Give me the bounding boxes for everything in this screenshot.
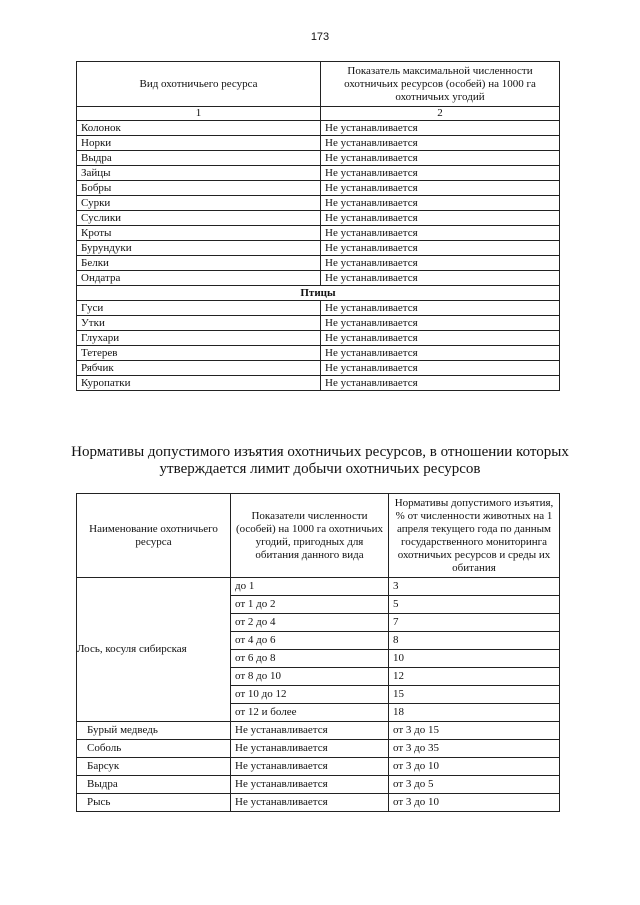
column-number: 2 [321,107,560,121]
harvest-norm: 12 [389,668,560,686]
max-density-value: Не устанавливается [321,271,560,286]
table-row [77,211,560,226]
harvest-norm: 10 [389,650,560,668]
table-row [77,776,560,794]
max-density-value: Не устанавливается [321,151,560,166]
table-row [77,758,560,776]
harvest-norm: 15 [389,686,560,704]
density-range: от 4 до 6 [231,632,389,650]
max-density-value: Не устанавливается [321,166,560,181]
harvest-norm: 5 [389,596,560,614]
table-header-row [77,494,560,578]
resource-name: Соболь [77,740,231,758]
harvest-norm: от 3 до 5 [389,776,560,794]
max-density-value: Не устанавливается [321,196,560,211]
max-density-table [76,61,560,391]
max-density-value: Не устанавливается [321,226,560,241]
density-value: Не устанавливается [231,776,389,794]
harvest-norm: от 3 до 10 [389,794,560,812]
max-density-value: Не устанавливается [321,136,560,151]
resource-name: Куропатки [77,376,321,391]
harvest-norm: от 3 до 35 [389,740,560,758]
max-density-value: Не устанавливается [321,331,560,346]
harvest-norm: от 3 до 15 [389,722,560,740]
resource-name: Рябчик [77,361,321,376]
resource-name: Утки [77,316,321,331]
resource-name: Белки [77,256,321,271]
density-range: от 12 и более [231,704,389,722]
column-number: 1 [77,107,321,121]
max-density-value: Не устанавливается [321,256,560,271]
density-value: Не устанавливается [231,740,389,758]
density-range: от 6 до 8 [231,650,389,668]
table-row [77,241,560,256]
table-row [77,316,560,331]
table-row [77,301,560,316]
resource-name: Ондатра [77,271,321,286]
density-value: Не устанавливается [231,758,389,776]
max-density-value: Не устанавливается [321,211,560,226]
max-density-value: Не устанавливается [321,316,560,331]
max-density-value: Не устанавливается [321,121,560,136]
resource-name: Выдра [77,151,321,166]
header-resource-type: Вид охотничьего ресурса [77,62,321,107]
density-range: от 2 до 4 [231,614,389,632]
max-density-value: Не устанавливается [321,346,560,361]
table-row [77,226,560,241]
density-range: до 1 [231,578,389,596]
table-row [77,136,560,151]
table-row [77,271,560,286]
max-density-value: Не устанавливается [321,301,560,316]
density-range: от 1 до 2 [231,596,389,614]
table-row [77,151,560,166]
resource-name: Колонок [77,121,321,136]
resource-name: Бурундуки [77,241,321,256]
resource-name: Зайцы [77,166,321,181]
table-row [77,578,560,596]
harvest-norm: 3 [389,578,560,596]
resource-name: Гуси [77,301,321,316]
table-row [77,166,560,181]
resource-name: Сурки [77,196,321,211]
table-row [77,722,560,740]
max-density-value: Не устанавливается [321,376,560,391]
table-row [77,181,560,196]
density-range: от 10 до 12 [231,686,389,704]
table-row [77,376,560,391]
header-harvest-norm: Нормативы допустимого изъятия, % от численности животных на 1 апреля текущего года по данным государственного мониторинга охотничьих ресурсов и среды их обитания [389,494,560,578]
resource-name: Выдра [77,776,231,794]
section-label-birds: Птицы [77,286,560,301]
table-row [77,361,560,376]
harvest-norms-table [76,493,560,812]
max-density-value: Не устанавливается [321,241,560,256]
resource-name: Кроты [77,226,321,241]
resource-name: Бурый медведь [77,722,231,740]
density-range: от 8 до 10 [231,668,389,686]
table-row [77,794,560,812]
column-number-row [77,107,560,121]
table-row [77,121,560,136]
table-row [77,331,560,346]
max-density-value: Не устанавливается [321,181,560,196]
table-header-row [77,62,560,107]
resource-name: Тетерев [77,346,321,361]
table-row [77,256,560,271]
harvest-norm: 7 [389,614,560,632]
header-resource-name: Наименование охотничьего ресурса [77,494,231,578]
section-title: Нормативы допустимого изъятия охотничьих ресурсов, в отношении которых утверждается лимит добычи охотничьих ресурсов [71,444,569,477]
harvest-norm: 8 [389,632,560,650]
resource-name: Суслики [77,211,321,226]
harvest-norm: от 3 до 10 [389,758,560,776]
header-density: Показатели численности (особей) на 1000 га охотничьих угодий, пригодных для обитания данного вида [231,494,389,578]
resource-name-group: Лось, косуля сибирская [77,578,231,722]
density-value: Не устанавливается [231,722,389,740]
max-density-value: Не устанавливается [321,361,560,376]
density-value: Не устанавливается [231,794,389,812]
resource-name: Барсук [77,758,231,776]
table-row [77,740,560,758]
header-max-density: Показатель максимальной численности охотничьих ресурсов (особей) на 1000 га охотничьих угодий [321,62,560,107]
resource-name: Глухари [77,331,321,346]
resource-name: Рысь [77,794,231,812]
resource-name: Норки [77,136,321,151]
harvest-norm: 18 [389,704,560,722]
page-number: 173 [310,31,330,43]
resource-name: Бобры [77,181,321,196]
section-row-birds [77,286,560,301]
table-row [77,346,560,361]
table-row [77,196,560,211]
